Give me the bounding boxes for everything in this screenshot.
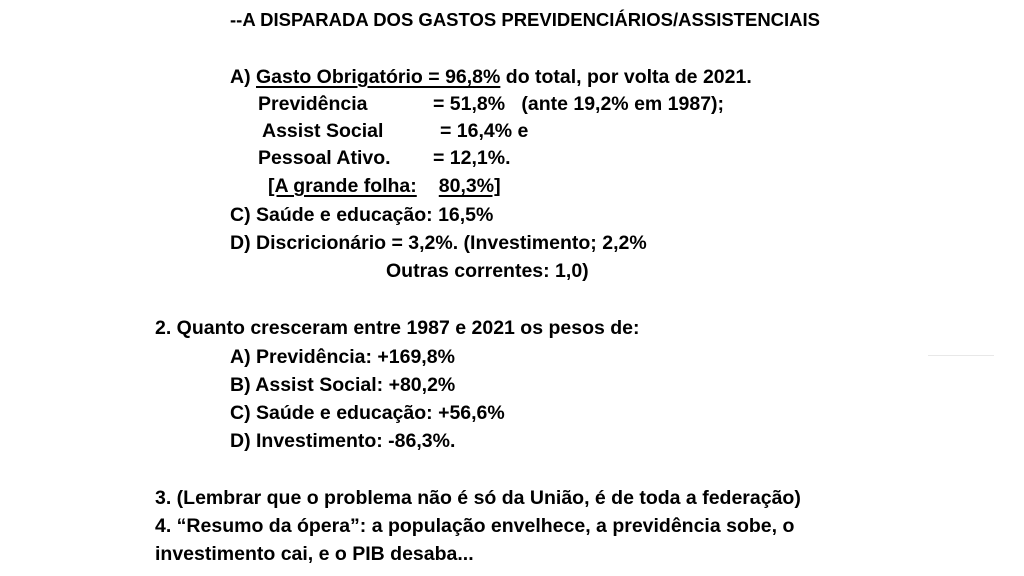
q3-text: 3. (Lembrar que o problema não é só da União, é de toda a federação) (155, 487, 801, 509)
pessoal-ativo-value: = 12,1%. (433, 147, 511, 169)
section-a-suffix: do total, por volta de 2021. (500, 66, 752, 88)
previdencia-value: = 51,8% (ante 19,2% em 1987); (433, 93, 725, 115)
q2-item-c: C) Saúde e educação: +56,6% (230, 402, 505, 424)
q2-item-a: A) Previdência: +169,8% (230, 346, 455, 368)
faint-divider (928, 355, 994, 356)
grande-folha (268, 174, 501, 198)
slide-title: --A DISPARADA DOS GASTOS PREVIDENCIÁRIOS/ASSISTENCIAIS (230, 9, 821, 30)
q2-item-b: B) Assist Social: +80,2% (230, 374, 456, 396)
section-a-prefix: A) (230, 66, 256, 88)
assist-social-value: = 16,4% e (440, 120, 529, 142)
outras-correntes: Outras correntes: 1,0) (386, 260, 589, 282)
section-d: D) Discricionário = 3,2%. (Investimento; 2,2% (230, 232, 647, 254)
q2-heading: 2. Quanto cresceram entre 1987 e 2021 os pesos de: (155, 317, 640, 339)
assist-social-label: Assist Social (262, 120, 384, 142)
grande-folha-label: [A grande folha: (268, 175, 417, 197)
previdencia-label: Previdência (258, 93, 368, 115)
section-a-underlined: Gasto Obrigatório = 96,8% (256, 66, 501, 88)
q4-line2: investimento cai, e o PIB desaba... (155, 543, 474, 565)
pessoal-ativo-label: Pessoal Ativo. (258, 147, 391, 169)
section-a-heading (230, 65, 752, 89)
q4-line1: 4. “Resumo da ópera”: a população envelhece, a previdência sobe, o (155, 515, 795, 537)
q2-item-d: D) Investimento: -86,3%. (230, 430, 456, 452)
grande-folha-value: 80,3%] (438, 175, 501, 197)
section-c: C) Saúde e educação: 16,5% (230, 204, 494, 226)
